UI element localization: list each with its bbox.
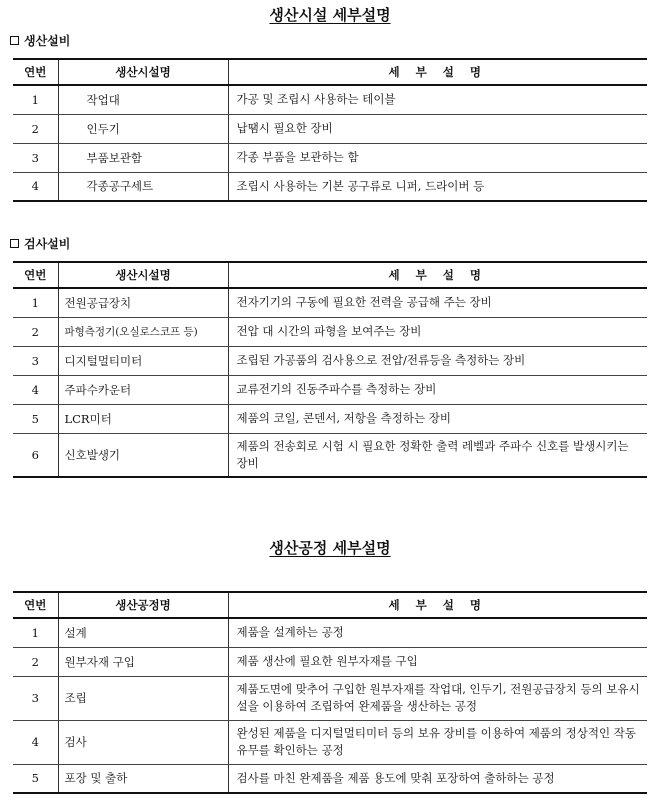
page-title-text: 생산시설 세부설명	[269, 6, 391, 24]
table-row	[13, 317, 647, 346]
header-desc: 세 부 설 명	[228, 262, 647, 288]
inspection-equipment-table	[13, 261, 647, 478]
section-label-text: 검사설비	[24, 237, 71, 251]
header-process-name: 생산공정명	[58, 592, 228, 618]
table-row	[13, 143, 647, 172]
table-row	[13, 720, 647, 764]
cell-no: 2	[13, 114, 58, 143]
table-row	[13, 433, 647, 477]
cell-no: 3	[13, 676, 58, 720]
table-row	[13, 288, 647, 317]
cell-name: LCR미터	[58, 404, 228, 433]
cell-name: 검사	[58, 720, 228, 764]
table-header-row	[13, 59, 647, 85]
cell-no: 4	[13, 172, 58, 201]
cell-desc: 제품 생산에 필요한 원부자재를 구입	[228, 647, 647, 676]
cell-name: 인두기	[58, 114, 228, 143]
cell-no: 1	[13, 85, 58, 114]
cell-no: 6	[13, 433, 58, 477]
cell-desc: 조립된 가공품의 검사용으로 전압/전류등을 측정하는 장비	[228, 346, 647, 375]
header-name: 생산시설명	[58, 262, 228, 288]
header-no: 연번	[13, 262, 58, 288]
header-name: 생산시설명	[58, 59, 228, 85]
table-row	[13, 114, 647, 143]
header-no: 연번	[13, 592, 58, 618]
cell-name: 작업대	[58, 85, 228, 114]
cell-name: 설계	[58, 618, 228, 647]
table-header-row	[13, 592, 647, 618]
cell-name: 디지털멀티미터	[58, 346, 228, 375]
page-title	[0, 4, 660, 25]
cell-desc: 제품도면에 맞추어 구입한 원부자재를 작업대, 인두기, 전원공급장치 등의 보유시설을 이용하여 조립하여 완제품을 생산하는 공정	[228, 676, 647, 720]
production-process-table	[13, 591, 647, 794]
cell-desc: 전압 대 시간의 파형을 보여주는 장비	[228, 317, 647, 346]
table-row	[13, 172, 647, 201]
cell-desc: 제품의 코일, 콘덴서, 저항을 측정하는 장비	[228, 404, 647, 433]
header-no: 연번	[13, 59, 58, 85]
cell-no: 2	[13, 317, 58, 346]
cell-desc: 각종 부품을 보관하는 함	[228, 143, 647, 172]
cell-desc: 제품의 전송회로 시험 시 필요한 정확한 출력 레벨과 주파수 신호를 발생시키는 장비	[228, 433, 647, 477]
process-title-text: 생산공정 세부설명	[269, 539, 391, 557]
cell-name: 파형측정기(오실로스코프 등)	[58, 317, 228, 346]
cell-desc: 전자기기의 구동에 필요한 전력을 공급해 주는 장비	[228, 288, 647, 317]
table-row	[13, 764, 647, 793]
table-row	[13, 346, 647, 375]
table-row	[13, 375, 647, 404]
cell-desc: 조립시 사용하는 기본 공구류로 니퍼, 드라이버 등	[228, 172, 647, 201]
cell-no: 5	[13, 764, 58, 793]
header-desc: 세 부 설 명	[228, 592, 647, 618]
table-row	[13, 676, 647, 720]
table-header-row	[13, 262, 647, 288]
cell-no: 1	[13, 618, 58, 647]
section-label-production-equipment	[10, 32, 70, 49]
cell-name: 주파수카운터	[58, 375, 228, 404]
cell-desc: 납땜시 필요한 장비	[228, 114, 647, 143]
cell-no: 4	[13, 375, 58, 404]
checkbox-square-icon	[10, 239, 19, 248]
cell-name: 전원공급장치	[58, 288, 228, 317]
section-label-inspection-equipment	[10, 235, 70, 252]
table-row	[13, 404, 647, 433]
cell-no: 3	[13, 346, 58, 375]
cell-desc: 검사를 마친 완제품을 제품 용도에 맞춰 포장하여 출하하는 공정	[228, 764, 647, 793]
cell-desc: 교류전기의 진동주파수를 측정하는 장비	[228, 375, 647, 404]
cell-desc: 제품을 설계하는 공정	[228, 618, 647, 647]
header-desc: 세 부 설 명	[228, 59, 647, 85]
table-row	[13, 647, 647, 676]
table-row	[13, 85, 647, 114]
cell-no: 2	[13, 647, 58, 676]
cell-desc: 완성된 제품을 디지털멀티미터 등의 보유 장비를 이용하여 제품의 정상적인 작동 유무를 확인하는 공정	[228, 720, 647, 764]
cell-name: 원부자재 구입	[58, 647, 228, 676]
cell-name: 포장 및 출하	[58, 764, 228, 793]
production-equipment-table	[13, 58, 647, 202]
checkbox-square-icon	[10, 36, 19, 45]
cell-no: 5	[13, 404, 58, 433]
section-label-text: 생산설비	[24, 34, 71, 48]
cell-name: 신호발생기	[58, 433, 228, 477]
cell-desc: 가공 및 조립시 사용하는 테이블	[228, 85, 647, 114]
cell-name: 부품보관함	[58, 143, 228, 172]
cell-name: 조립	[58, 676, 228, 720]
cell-no: 3	[13, 143, 58, 172]
process-title	[0, 537, 660, 558]
cell-no: 4	[13, 720, 58, 764]
table-row	[13, 618, 647, 647]
cell-no: 1	[13, 288, 58, 317]
cell-name: 각종공구세트	[58, 172, 228, 201]
